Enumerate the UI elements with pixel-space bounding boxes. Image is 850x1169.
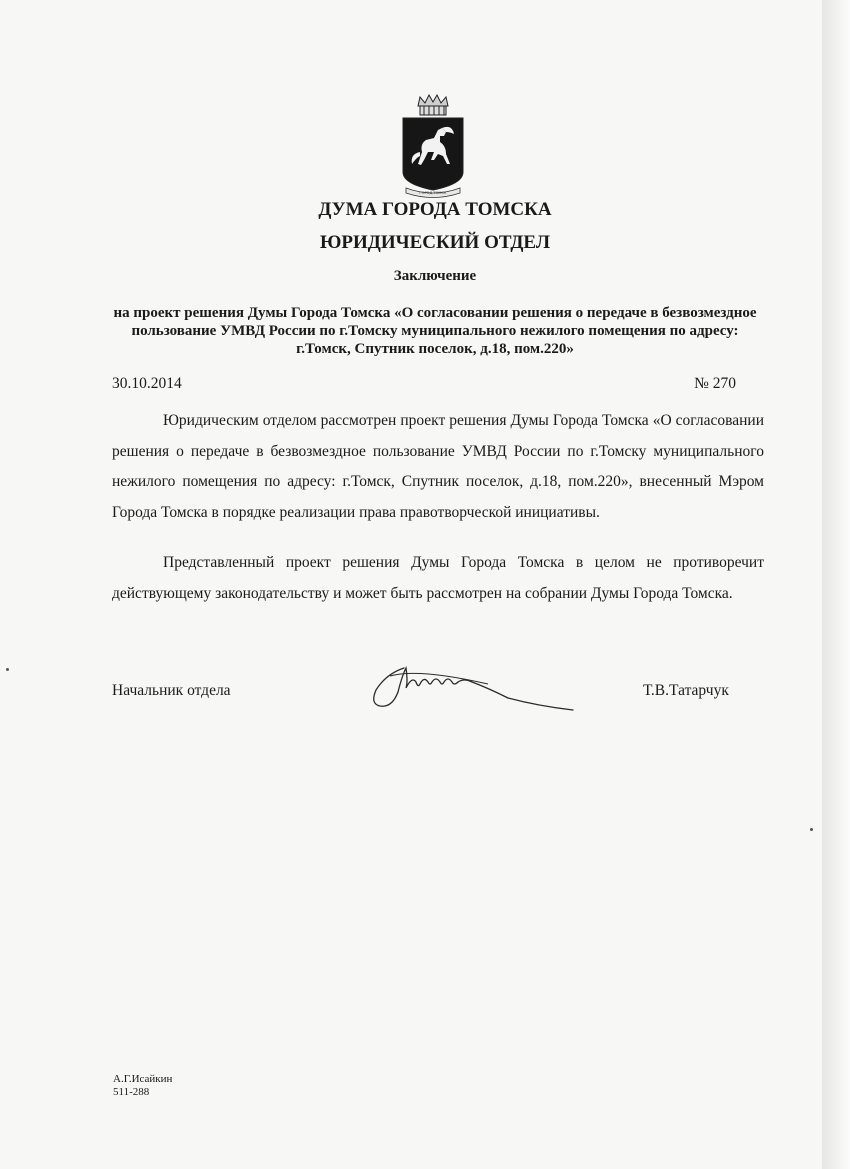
document-date: 30.10.2014 — [112, 375, 182, 392]
tomsk-coat-of-arms-icon — [400, 94, 466, 198]
document-subject: на проект решения Думы Города Томска «О согласовании решения о передаче в безвозмездное пользование УМВД России по г.Томску муниципального нежилого помещения по адресу: г.Томск, Спутник поселок, д.18, пом.220» — [113, 305, 757, 357]
department-title: ЮРИДИЧЕСКИЙ ОТДЕЛ — [320, 232, 550, 253]
signer-name: Т.В.Татарчук — [643, 682, 729, 699]
scan-speck — [810, 828, 813, 831]
body-paragraph-1: Юридическим отделом рассмотрен проект решения Думы Города Томска «О согласовании решения о передаче в безвозмездное пользование УМВД России по г.Томску муниципального нежилого помещения по адресу: г.Томск, Спутник поселок, д.18, пом.220», внесенный Мэром Города Томска в порядке реализации права правотворческой инициативы. — [112, 412, 764, 521]
scan-speck — [6, 668, 9, 671]
executor-name: А.Г.Исайкин — [113, 1073, 173, 1085]
emblem-ribbon-text: ГОРОД ТОМСК — [419, 191, 447, 195]
signer-position: Начальник отдела — [112, 682, 231, 699]
executor-block — [113, 1073, 172, 1099]
body-paragraph-2: Представленный проект решения Думы Города Томска в целом не противоречит действующему законодательству и может быть рассмотрен на собрании Думы Города Томска. — [112, 554, 764, 602]
handwritten-signature — [368, 654, 578, 714]
org-title: ДУМА ГОРОДА ТОМСКА — [318, 199, 552, 220]
document-type: Заключение — [393, 268, 477, 284]
scan-edge — [822, 0, 850, 1169]
executor-phone: 511-288 — [113, 1086, 150, 1098]
document-number: № 270 — [694, 375, 736, 392]
